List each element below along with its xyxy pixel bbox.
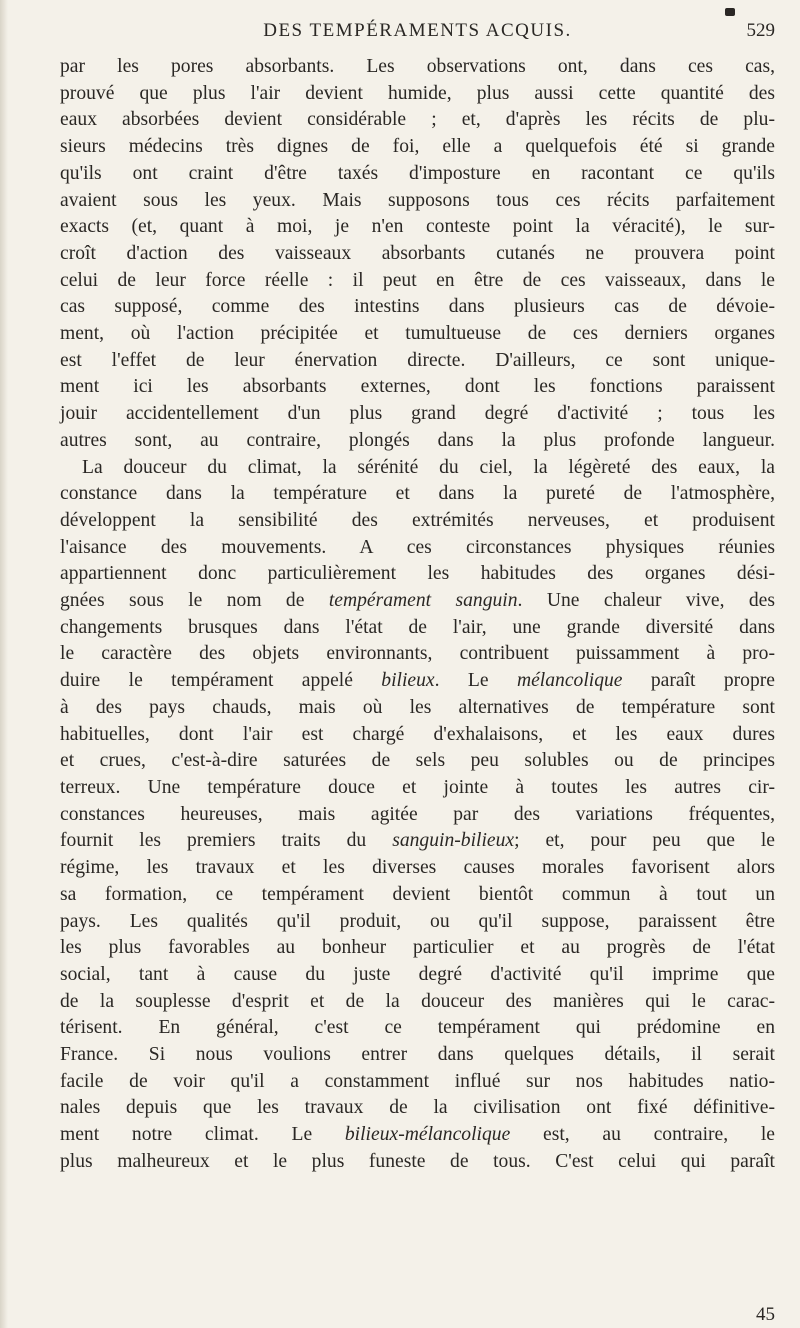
text-line: par les pores absorbants. Les observations ont, dans ces cas, xyxy=(60,56,775,77)
text-line: à des pays chauds, mais où les alternatives de température sont xyxy=(60,696,775,718)
ink-mark xyxy=(725,8,735,16)
text-line: duire le tempérament appelé bilieux. Le mélancolique paraît propre xyxy=(60,670,775,692)
text-line: exacts (et, quant à moi, je n'en conteste point la véracité), le sur- xyxy=(60,216,775,238)
text-line: plus malheureux et le plus funeste de tous. C'est celui qui paraît xyxy=(60,1150,775,1172)
text-line: social, tant à cause du juste degré d'activité qu'il imprime que xyxy=(60,963,775,985)
text-line: est l'effet de leur énervation directe. D'ailleurs, ce sont unique- xyxy=(60,349,775,371)
text-line: appartiennent donc particulièrement les habitudes des organes dési- xyxy=(60,563,775,585)
text-line: constance dans la température et dans la pureté de l'atmosphère, xyxy=(60,483,775,505)
text-line: qu'ils ont craint d'être taxés d'imposture en racontant ce qu'ils xyxy=(60,162,775,184)
text-line: pays. Les qualités qu'il produit, ou qu'il suppose, paraissent être xyxy=(60,910,775,932)
text-line: habituelles, dont l'air est chargé d'exhalaisons, et les eaux dures xyxy=(60,723,775,745)
text-line: constances heureuses, mais agitée par des variations fréquentes, xyxy=(60,803,775,825)
text-line: France. Si nous voulions entrer dans quelques détails, il serait xyxy=(60,1044,775,1066)
text-line: de la souplesse d'esprit et de la douceur des manières qui le carac- xyxy=(60,990,775,1012)
page-number: 529 xyxy=(746,20,775,41)
text-line: gnées sous le nom de tempérament sanguin. Une chaleur vive, des xyxy=(60,590,775,612)
text-line: prouvé que plus l'air devient humide, plus aussi cette quantité des xyxy=(60,82,775,104)
text-line: eaux absorbées devient considérable ; et, d'après les récits de plu- xyxy=(60,109,775,131)
text-line: les plus favorables au bonheur particulier et au progrès de l'état xyxy=(60,937,775,959)
text-line: facile de voir qu'il a constamment influé sur nos habitudes natio- xyxy=(60,1070,775,1092)
text-line: l'aisance des mouvements. A ces circonstances physiques réunies xyxy=(60,536,775,558)
text-line: le caractère des objets environnants, contribuent puissamment à pro- xyxy=(60,643,775,665)
text-line: térisent. En général, c'est ce tempérament qui prédomine en xyxy=(60,1017,775,1039)
running-head: DES TEMPÉRAMENTS ACQUIS. xyxy=(263,20,572,41)
text-line: ment, où l'action précipitée et tumultueuse de ces derniers organes xyxy=(60,323,775,345)
text-line: sa formation, ce tempérament devient bientôt commun à tout un xyxy=(60,883,775,905)
text-line: ment ici les absorbants externes, dont les fonctions paraissent xyxy=(60,376,775,398)
text-line: celui de leur force réelle : il peut en être de ces vaisseaux, dans le xyxy=(60,269,775,291)
text-line: et crues, c'est-à-dire saturées de sels peu solubles ou de principes xyxy=(60,750,775,772)
text-line: changements brusques dans l'état de l'air, une grande diversité dans xyxy=(60,616,775,638)
text-line: ment notre climat. Le bilieux-mélancolique est, au contraire, le xyxy=(60,1124,775,1146)
text-line: cas supposé, comme des intestins dans plusieurs cas de dévoie- xyxy=(60,296,775,318)
text-line: avaient sous les yeux. Mais supposons tous ces récits parfaitement xyxy=(60,189,775,211)
text-line: La douceur du climat, la sérénité du ciel, la légèreté des eaux, la xyxy=(82,456,775,478)
text-line: nales depuis que les travaux de la civilisation ont fixé définitive- xyxy=(60,1097,775,1119)
text-line: jouir accidentellement d'un plus grand degré d'activité ; tous les xyxy=(60,403,775,425)
text-line: régime, les travaux et les diverses causes morales favorisent alors xyxy=(60,857,775,879)
text-line: terreux. Une température douce et jointe à toutes les autres cir- xyxy=(60,776,775,798)
text-line: sieurs médecins très dignes de foi, elle a quelquefois été si grande xyxy=(60,136,775,158)
text-line: autres sont, au contraire, plongés dans la plus profonde langueur. xyxy=(60,429,775,451)
page-gutter-shadow xyxy=(0,0,8,1328)
signature-mark: 45 xyxy=(756,1304,775,1325)
page-header xyxy=(60,20,775,48)
text-line: développent la sensibilité des extrémités nerveuses, et produisent xyxy=(60,509,775,531)
text-line: croît d'action des vaisseaux absorbants cutanés ne prouvera point xyxy=(60,242,775,264)
body-text xyxy=(60,54,775,1176)
text-line: fournit les premiers traits du sanguin-bilieux; et, pour peu que le xyxy=(60,830,775,852)
